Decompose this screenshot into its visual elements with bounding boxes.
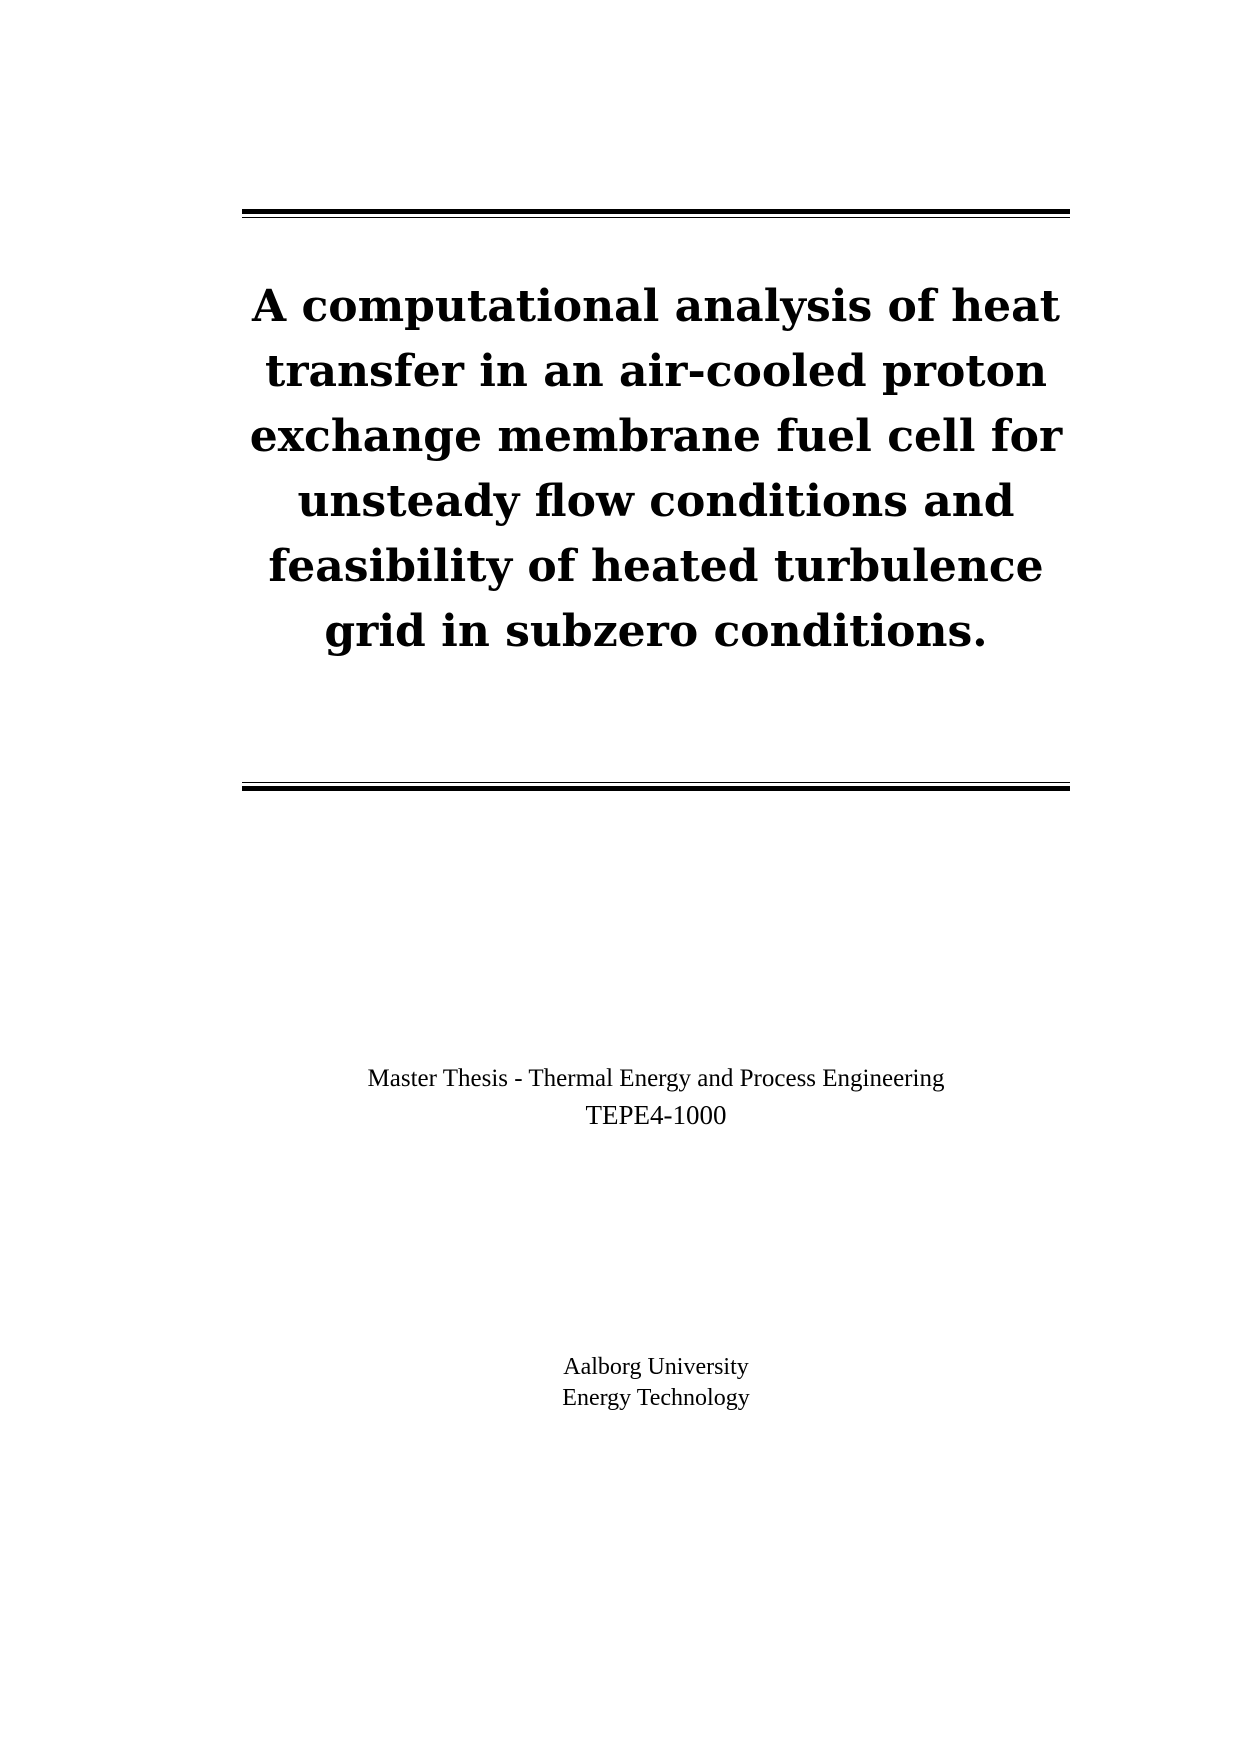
thesis-info xyxy=(242,1063,1070,1133)
top-thin-rule xyxy=(242,217,1070,218)
bottom-thick-rule xyxy=(242,786,1070,791)
course-code: TEPE4-1000 xyxy=(585,1100,727,1130)
thesis-type: Master Thesis - Thermal Energy and Process Engineering xyxy=(367,1065,945,1092)
title-line-1: A computational analysis of heat xyxy=(252,281,1060,332)
thesis-title xyxy=(242,274,1070,664)
department-name: Energy Technology xyxy=(562,1385,750,1411)
title-line-4: unsteady flow conditions and xyxy=(297,476,1015,527)
title-line-5: feasibility of heated turbulence xyxy=(268,541,1044,592)
university-name: Aalborg University xyxy=(563,1354,749,1380)
bottom-title-rule xyxy=(242,782,1070,791)
top-title-rule xyxy=(242,209,1070,218)
title-line-2: transfer in an air-cooled proton xyxy=(265,346,1047,397)
title-line-3: exchange membrane fuel cell for xyxy=(249,411,1063,462)
top-thick-rule xyxy=(242,209,1070,214)
title-line-6: grid in subzero conditions. xyxy=(324,606,988,657)
bottom-thin-rule xyxy=(242,782,1070,783)
affiliation xyxy=(242,1352,1070,1414)
